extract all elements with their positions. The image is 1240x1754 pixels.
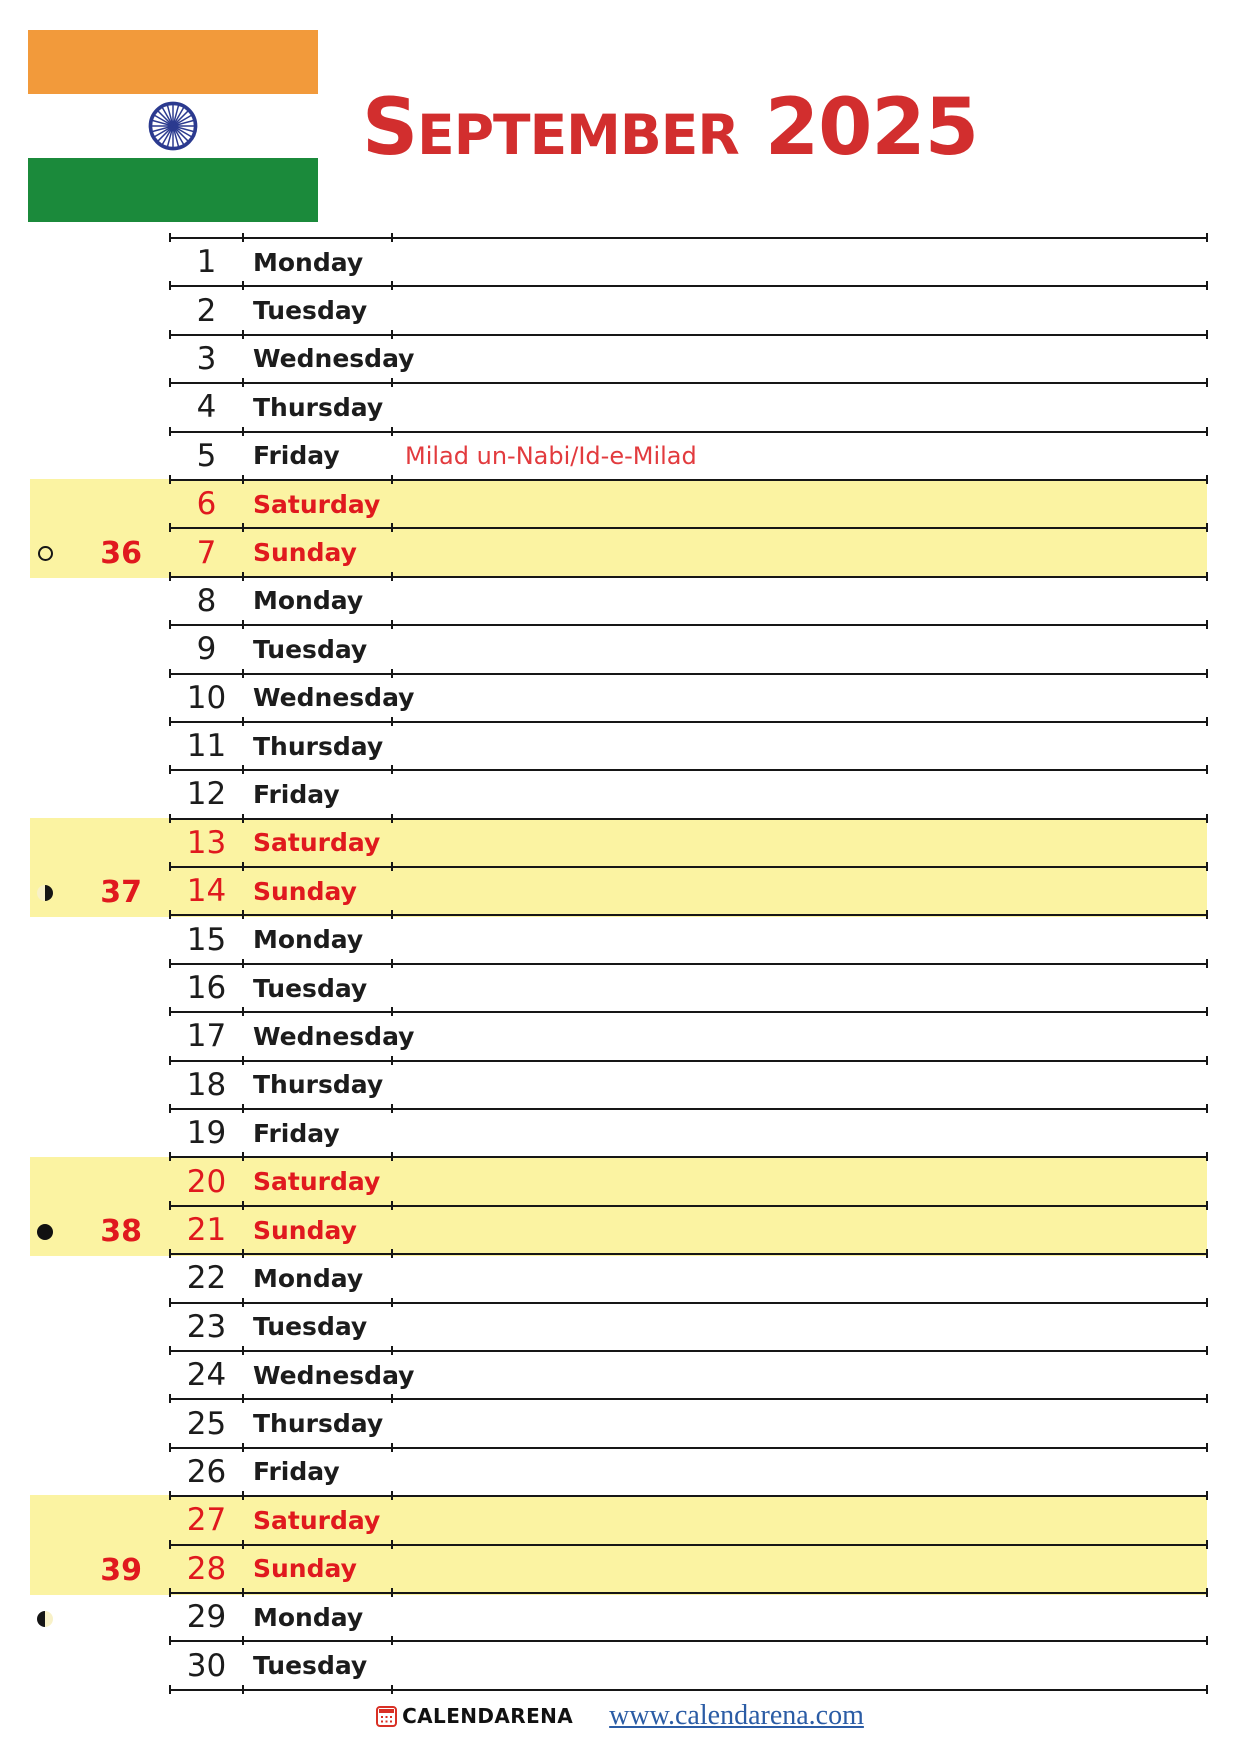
grid-tick: [1206, 1491, 1209, 1500]
calendar-row-4: [170, 384, 1207, 432]
calendar-row-22: [170, 1255, 1207, 1303]
grid-tick: [1206, 1104, 1209, 1113]
grid-tick: [1206, 669, 1209, 678]
grid-tick: [391, 1491, 394, 1500]
calendar-row-13: [170, 820, 1207, 868]
grid-tick: [242, 620, 245, 629]
grid-tick: [169, 378, 172, 387]
flag-white-band: [28, 94, 318, 158]
grid-tick: [169, 1298, 172, 1307]
grid-tick: [169, 1394, 172, 1403]
grid-tick: [391, 765, 394, 774]
grid-tick: [169, 1007, 172, 1016]
weekday-name: Sunday: [253, 1215, 357, 1245]
weekday-name: Thursday: [253, 1070, 384, 1100]
grid-tick: [242, 1249, 245, 1258]
grid-tick: [1206, 1056, 1209, 1065]
grid-tick: [391, 572, 394, 581]
grid-tick: [391, 669, 394, 678]
weekday-name: Monday: [253, 925, 364, 955]
calendarena-logo: [376, 1704, 573, 1728]
grid-tick: [242, 1201, 245, 1210]
week-number-38: 38: [100, 1213, 142, 1249]
grid-tick: [391, 1540, 394, 1549]
grid-tick: [1206, 475, 1209, 484]
grid-tick: [169, 281, 172, 290]
grid-tick: [391, 620, 394, 629]
day-number: 18: [186, 1066, 227, 1103]
calendar-row-12: [170, 771, 1207, 819]
calendar-row-1: [170, 239, 1207, 287]
grid-tick: [1206, 717, 1209, 726]
grid-tick: [242, 959, 245, 968]
grid-tick: [242, 378, 245, 387]
grid-tick: [1206, 1394, 1209, 1403]
weekday-name: Saturday: [253, 1505, 381, 1535]
grid-tick: [391, 1346, 394, 1355]
calendar-row-11: [170, 723, 1207, 771]
week-number-37: 37: [100, 875, 142, 910]
grid-tick: [242, 1298, 245, 1307]
weekday-name: Friday: [253, 1118, 340, 1148]
day-number: 3: [196, 340, 217, 377]
grid-tick: [242, 1007, 245, 1016]
calendar-row-27: [170, 1497, 1207, 1545]
grid-tick: [1206, 1201, 1209, 1210]
day-number: 30: [186, 1647, 227, 1684]
grid-tick: [169, 717, 172, 726]
grid-tick: [169, 1249, 172, 1258]
day-number: 5: [196, 437, 217, 474]
grid-tick: [242, 862, 245, 871]
grid-tick: [391, 1394, 394, 1403]
flag-saffron-band: [28, 30, 318, 94]
grid-tick: [1206, 1007, 1209, 1016]
day-number: 7: [196, 534, 217, 571]
weekday-name: Thursday: [253, 392, 384, 422]
grid-tick: [1206, 330, 1209, 339]
day-number: 4: [196, 389, 217, 426]
grid-tick: [169, 233, 172, 242]
day-number: 25: [186, 1405, 227, 1442]
grid-tick: [391, 1152, 394, 1161]
calendar-row-9: [170, 626, 1207, 674]
calendar-row-6: [170, 481, 1207, 529]
day-number: 23: [186, 1308, 227, 1345]
day-number: 13: [186, 824, 227, 861]
weekday-name: Wednesday: [253, 1021, 415, 1051]
grid-tick: [242, 330, 245, 339]
grid-tick: [1206, 233, 1209, 242]
grid-tick: [1206, 572, 1209, 581]
day-number: 20: [186, 1163, 227, 1200]
day-number: 10: [186, 679, 227, 716]
grid-tick: [1206, 281, 1209, 290]
footer: [0, 1698, 1240, 1734]
grid-tick: [242, 1636, 245, 1645]
calendar-row-3: [170, 336, 1207, 384]
grid-tick: [169, 1540, 172, 1549]
grid-tick: [242, 1394, 245, 1403]
grid-tick: [242, 814, 245, 823]
grid-tick: [391, 523, 394, 532]
grid-tick: [169, 765, 172, 774]
day-number: 17: [186, 1018, 227, 1055]
calendar-row-23: [170, 1304, 1207, 1352]
grid-tick: [242, 572, 245, 581]
grid-tick: [1206, 1298, 1209, 1307]
weekday-name: Saturday: [253, 828, 381, 858]
weekday-name: Sunday: [253, 876, 357, 906]
grid-tick: [169, 1201, 172, 1210]
grid-tick: [1206, 1588, 1209, 1597]
grid-tick: [169, 1104, 172, 1113]
grid-tick: [1206, 378, 1209, 387]
weekday-name: Wednesday: [253, 344, 415, 374]
calendar-row-7: [170, 529, 1207, 577]
grid-tick: [169, 427, 172, 436]
day-number: 19: [186, 1115, 227, 1152]
calendar-row-2: [170, 287, 1207, 335]
grid-tick: [169, 1152, 172, 1161]
grid-tick: [391, 1249, 394, 1258]
grid-tick: [391, 1104, 394, 1113]
grid-tick: [391, 1201, 394, 1210]
day-number: 1: [196, 244, 217, 281]
week-number-36: 36: [100, 536, 142, 572]
weekday-name: Saturday: [253, 1167, 381, 1197]
grid-tick: [1206, 1249, 1209, 1258]
calendar-row-17: [170, 1013, 1207, 1061]
day-number: 12: [186, 776, 227, 813]
grid-tick: [1206, 523, 1209, 532]
weekday-name: Monday: [253, 586, 364, 616]
grid-tick: [391, 959, 394, 968]
grid-tick: [242, 910, 245, 919]
holiday-label: Milad un-Nabi/Id-e-Milad: [405, 441, 697, 470]
calendar-row-14: [170, 868, 1207, 916]
grid-tick: [242, 717, 245, 726]
grid-tick: [169, 1056, 172, 1065]
day-number: 26: [186, 1453, 227, 1490]
weekday-name: Sunday: [253, 1554, 357, 1584]
weekday-name: Tuesday: [253, 634, 368, 664]
grid-tick: [169, 814, 172, 823]
calendar-row-10: [170, 675, 1207, 723]
grid-tick: [169, 669, 172, 678]
grid-tick: [169, 1636, 172, 1645]
day-number: 24: [186, 1357, 227, 1394]
grid-tick: [1206, 620, 1209, 629]
day-number: 9: [196, 631, 217, 668]
calendar-table: [170, 237, 1207, 1691]
grid-tick: [242, 765, 245, 774]
page-title: September 2025: [362, 83, 978, 173]
grid-tick: [242, 1540, 245, 1549]
calendar-row-15: [170, 916, 1207, 964]
footer-brand: CALENDARENA: [402, 1704, 574, 1728]
grid-tick: [242, 1491, 245, 1500]
day-number: 15: [186, 921, 227, 958]
calendar-row-5: [170, 433, 1207, 481]
day-number: 8: [196, 582, 217, 619]
weekday-name: Monday: [253, 1602, 364, 1632]
grid-tick: [242, 1685, 245, 1694]
weekday-name: Sunday: [253, 538, 357, 568]
grid-tick: [391, 1056, 394, 1065]
weekday-name: Monday: [253, 1263, 364, 1293]
calendar-row-24: [170, 1352, 1207, 1400]
grid-tick: [1206, 1685, 1209, 1694]
grid-tick: [1206, 910, 1209, 919]
calendar-row-26: [170, 1449, 1207, 1497]
grid-tick: [391, 1298, 394, 1307]
calendar-row-20: [170, 1158, 1207, 1206]
calendar-row-28: [170, 1546, 1207, 1594]
first-quarter-moon-icon: [37, 1611, 53, 1627]
grid-tick: [1206, 862, 1209, 871]
calendar-row-29: [170, 1594, 1207, 1642]
day-number: 14: [186, 873, 227, 910]
grid-tick: [391, 281, 394, 290]
grid-tick: [391, 1588, 394, 1597]
grid-tick: [169, 1588, 172, 1597]
weekday-name: Wednesday: [253, 683, 415, 713]
weekday-name: Wednesday: [253, 1360, 415, 1390]
calendar-row-25: [170, 1400, 1207, 1448]
grid-tick: [169, 1346, 172, 1355]
grid-tick: [242, 427, 245, 436]
grid-tick: [169, 959, 172, 968]
grid-tick: [1206, 1152, 1209, 1161]
grid-tick: [1206, 1443, 1209, 1452]
new-moon-icon: [37, 1224, 53, 1240]
grid-tick: [242, 523, 245, 532]
calendar-row-21: [170, 1207, 1207, 1255]
calendar-row-8: [170, 578, 1207, 626]
calendar-row-18: [170, 1062, 1207, 1110]
grid-tick: [242, 1056, 245, 1065]
grid-tick: [169, 330, 172, 339]
day-number: 28: [186, 1550, 227, 1587]
grid-tick: [391, 1685, 394, 1694]
flag-green-band: [28, 158, 318, 222]
grid-tick: [391, 475, 394, 484]
calendar-row-30: [170, 1642, 1207, 1690]
weekday-name: Friday: [253, 441, 340, 471]
grid-tick: [1206, 959, 1209, 968]
grid-tick: [391, 1443, 394, 1452]
grid-tick: [1206, 1540, 1209, 1549]
grid-tick: [242, 1152, 245, 1161]
grid-tick: [242, 1346, 245, 1355]
grid-tick: [169, 523, 172, 532]
grid-tick: [1206, 1346, 1209, 1355]
day-number: 21: [186, 1212, 227, 1248]
grid-tick: [1206, 814, 1209, 823]
grid-tick: [169, 1491, 172, 1500]
weekday-name: Thursday: [253, 731, 384, 761]
grid-tick: [1206, 1636, 1209, 1645]
grid-tick: [169, 475, 172, 484]
weekday-name: Thursday: [253, 1409, 384, 1439]
grid-tick: [169, 572, 172, 581]
grid-tick: [169, 862, 172, 871]
grid-tick: [391, 330, 394, 339]
grid-tick: [242, 669, 245, 678]
grid-tick: [242, 233, 245, 242]
day-number: 11: [186, 728, 227, 765]
grid-tick: [169, 1443, 172, 1452]
grid-tick: [391, 910, 394, 919]
grid-tick: [242, 475, 245, 484]
grid-tick: [242, 1104, 245, 1113]
day-number: 16: [186, 970, 227, 1007]
grid-tick: [1206, 765, 1209, 774]
grid-tick: [169, 1685, 172, 1694]
day-number: 2: [196, 292, 217, 329]
grid-tick: [391, 1636, 394, 1645]
last-quarter-moon-icon: [37, 885, 53, 901]
weekday-name: Tuesday: [253, 973, 368, 1003]
weekday-name: Tuesday: [253, 1312, 368, 1342]
weekday-name: Tuesday: [253, 296, 368, 326]
grid-tick: [391, 814, 394, 823]
grid-tick: [391, 233, 394, 242]
day-number: 6: [196, 486, 217, 523]
day-number: 22: [186, 1260, 227, 1297]
grid-tick: [169, 910, 172, 919]
grid-tick: [242, 1588, 245, 1597]
week-number-39: 39: [100, 1552, 142, 1588]
grid-tick: [1206, 427, 1209, 436]
weekday-name: Tuesday: [253, 1651, 368, 1681]
footer-website-link[interactable]: www.calendarena.com: [609, 1700, 864, 1731]
weekday-name: Friday: [253, 779, 340, 809]
weekday-name: Monday: [253, 247, 364, 277]
ashoka-chakra-icon: [147, 100, 199, 152]
weekday-name: Friday: [253, 1457, 340, 1487]
grid-tick: [169, 620, 172, 629]
weekday-name: Saturday: [253, 489, 381, 519]
grid-tick: [242, 281, 245, 290]
calendar-row-16: [170, 965, 1207, 1013]
grid-tick: [391, 378, 394, 387]
grid-tick: [391, 1007, 394, 1016]
grid-tick: [391, 862, 394, 871]
day-number: 27: [186, 1502, 227, 1539]
grid-tick: [391, 427, 394, 436]
calendar-row-19: [170, 1110, 1207, 1158]
day-number: 29: [186, 1599, 227, 1636]
grid-tick: [391, 717, 394, 726]
india-flag: [28, 30, 318, 222]
calendar-icon: [376, 1706, 397, 1727]
grid-tick: [242, 1443, 245, 1452]
